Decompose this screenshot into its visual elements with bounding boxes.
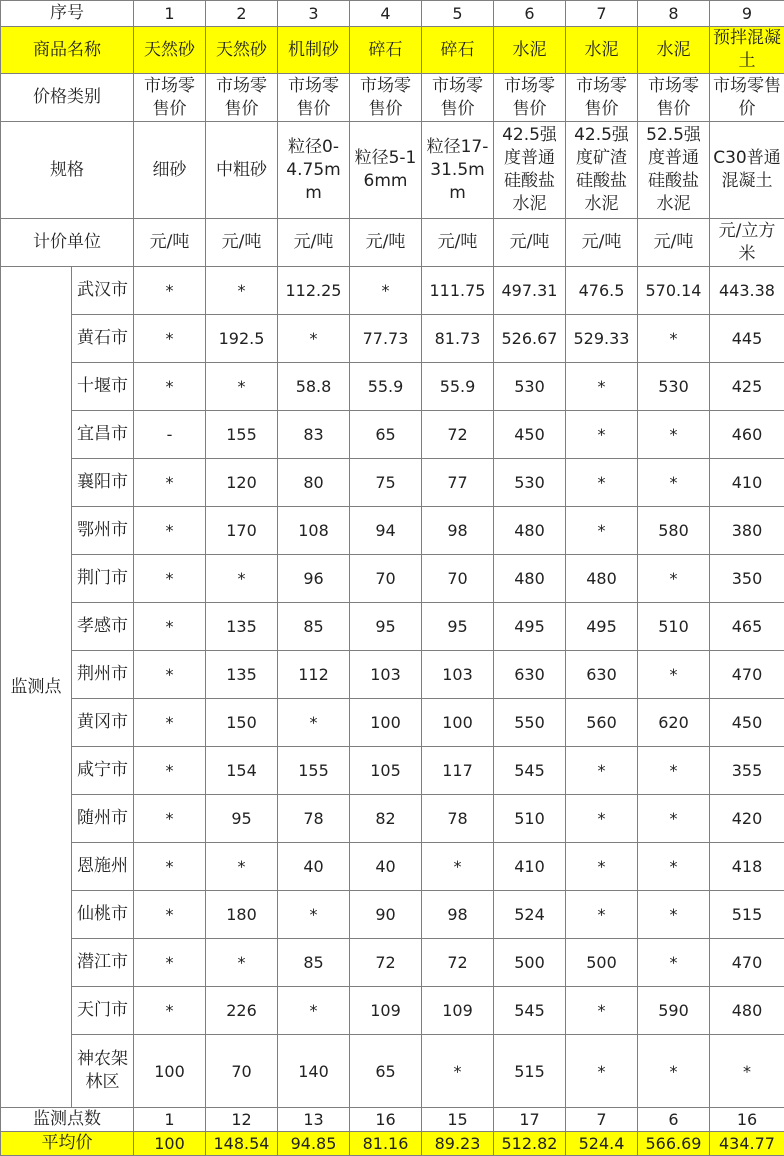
unit-row bbox=[1, 219, 784, 267]
seq-number-cell: 3 bbox=[278, 1, 350, 27]
price-cell: 476.5 bbox=[566, 267, 638, 315]
price-cell: 100 bbox=[350, 699, 422, 747]
price-cell: 545 bbox=[494, 747, 566, 795]
city-name-cell: 恩施州 bbox=[72, 843, 134, 891]
city-name-cell: 十堰市 bbox=[72, 363, 134, 411]
spec-row bbox=[1, 122, 784, 219]
average-cell: 148.54 bbox=[206, 1132, 278, 1156]
price-cell: 65 bbox=[350, 411, 422, 459]
table-row bbox=[1, 267, 784, 315]
price-cell: * bbox=[638, 747, 710, 795]
price-cell: * bbox=[638, 315, 710, 363]
table-row bbox=[1, 795, 784, 843]
price-cell: * bbox=[638, 1035, 710, 1108]
price-cell: 500 bbox=[494, 939, 566, 987]
price-cell: * bbox=[638, 939, 710, 987]
price-cell: 135 bbox=[206, 603, 278, 651]
seq-number-cell: 7 bbox=[566, 1, 638, 27]
price-cell: * bbox=[350, 267, 422, 315]
table-row bbox=[1, 987, 784, 1035]
price-cell: 170 bbox=[206, 507, 278, 555]
price-cell: 103 bbox=[422, 651, 494, 699]
price-cell: 570.14 bbox=[638, 267, 710, 315]
price-cell: 83 bbox=[278, 411, 350, 459]
average-cell: 81.16 bbox=[350, 1132, 422, 1156]
price-cell: 98 bbox=[422, 507, 494, 555]
price-type-cell: 市场零售价 bbox=[278, 74, 350, 122]
price-cell: * bbox=[206, 267, 278, 315]
price-cell: 108 bbox=[278, 507, 350, 555]
price-cell: 58.8 bbox=[278, 363, 350, 411]
count-cell: 16 bbox=[350, 1108, 422, 1132]
price-cell: 410 bbox=[494, 843, 566, 891]
price-cell: 530 bbox=[494, 363, 566, 411]
seq-row bbox=[1, 1, 784, 27]
product-name-cell: 天然砂 bbox=[206, 27, 278, 74]
price-cell: 410 bbox=[710, 459, 784, 507]
price-cell: 630 bbox=[566, 651, 638, 699]
city-name-cell: 黄冈市 bbox=[72, 699, 134, 747]
average-cell: 512.82 bbox=[494, 1132, 566, 1156]
seq-number-cell: 8 bbox=[638, 1, 710, 27]
count-cell: 17 bbox=[494, 1108, 566, 1132]
price-cell: 112 bbox=[278, 651, 350, 699]
price-cell: * bbox=[278, 987, 350, 1035]
count-cell: 12 bbox=[206, 1108, 278, 1132]
price-cell: 77.73 bbox=[350, 315, 422, 363]
product-name-cell: 预拌混凝土 bbox=[710, 27, 784, 74]
city-name-cell: 荆门市 bbox=[72, 555, 134, 603]
table-row bbox=[1, 555, 784, 603]
average-cell: 94.85 bbox=[278, 1132, 350, 1156]
name-row bbox=[1, 27, 784, 74]
price-cell: 55.9 bbox=[350, 363, 422, 411]
count-cell: 16 bbox=[710, 1108, 784, 1132]
city-name-cell: 咸宁市 bbox=[72, 747, 134, 795]
price-cell: 78 bbox=[422, 795, 494, 843]
price-cell: 78 bbox=[278, 795, 350, 843]
city-name-cell: 黄石市 bbox=[72, 315, 134, 363]
price-cell: * bbox=[278, 315, 350, 363]
price-cell: * bbox=[134, 651, 206, 699]
price-cell: * bbox=[134, 747, 206, 795]
price-cell: * bbox=[566, 843, 638, 891]
price-cell: 450 bbox=[494, 411, 566, 459]
seq-number-cell: 5 bbox=[422, 1, 494, 27]
table-row bbox=[1, 843, 784, 891]
price-cell: * bbox=[422, 843, 494, 891]
price-cell: * bbox=[134, 363, 206, 411]
count-row-label: 监测点数 bbox=[1, 1108, 134, 1132]
price-cell: * bbox=[638, 843, 710, 891]
price-cell: 72 bbox=[350, 939, 422, 987]
name-label: 商品名称 bbox=[1, 27, 134, 74]
price-cell: 100 bbox=[422, 699, 494, 747]
table-row bbox=[1, 1035, 784, 1108]
average-row bbox=[1, 1132, 784, 1156]
table-row bbox=[1, 699, 784, 747]
price-cell: 80 bbox=[278, 459, 350, 507]
price-cell: 120 bbox=[206, 459, 278, 507]
monitor-label: 监测点 bbox=[1, 267, 72, 1108]
price-cell: 530 bbox=[638, 363, 710, 411]
price-cell: 226 bbox=[206, 987, 278, 1035]
price-cell: 111.75 bbox=[422, 267, 494, 315]
price-cell: 470 bbox=[710, 939, 784, 987]
price-cell: 470 bbox=[710, 651, 784, 699]
price-cell: 380 bbox=[710, 507, 784, 555]
price-cell: 495 bbox=[566, 603, 638, 651]
price-cell: 112.25 bbox=[278, 267, 350, 315]
price-cell: 95 bbox=[422, 603, 494, 651]
price-cell: * bbox=[638, 795, 710, 843]
price-cell: * bbox=[566, 987, 638, 1035]
price-cell: 450 bbox=[710, 699, 784, 747]
price-cell: * bbox=[134, 603, 206, 651]
price-cell: * bbox=[134, 459, 206, 507]
price-cell: 81.73 bbox=[422, 315, 494, 363]
price-cell: * bbox=[710, 1035, 784, 1108]
count-cell: 6 bbox=[638, 1108, 710, 1132]
city-name-cell: 襄阳市 bbox=[72, 459, 134, 507]
price-cell: 515 bbox=[710, 891, 784, 939]
price-cell: * bbox=[206, 555, 278, 603]
city-name-cell: 神农架林区 bbox=[72, 1035, 134, 1108]
price-cell: 40 bbox=[278, 843, 350, 891]
price-cell: * bbox=[134, 699, 206, 747]
table-row bbox=[1, 315, 784, 363]
average-cell: 566.69 bbox=[638, 1132, 710, 1156]
price-cell: * bbox=[134, 939, 206, 987]
average-cell: 524.4 bbox=[566, 1132, 638, 1156]
price-cell: 100 bbox=[134, 1035, 206, 1108]
price-cell: 95 bbox=[350, 603, 422, 651]
price-cell: * bbox=[206, 363, 278, 411]
price-cell: * bbox=[566, 747, 638, 795]
price-cell: 154 bbox=[206, 747, 278, 795]
product-name-cell: 碎石 bbox=[350, 27, 422, 74]
price-cell: * bbox=[566, 363, 638, 411]
price-cell: 480 bbox=[566, 555, 638, 603]
price-type-cell: 市场零售价 bbox=[134, 74, 206, 122]
price-cell: 350 bbox=[710, 555, 784, 603]
table-row bbox=[1, 363, 784, 411]
average-cell: 89.23 bbox=[422, 1132, 494, 1156]
city-name-cell: 随州市 bbox=[72, 795, 134, 843]
price-cell: 443.38 bbox=[710, 267, 784, 315]
price-cell: * bbox=[566, 891, 638, 939]
product-name-cell: 机制砂 bbox=[278, 27, 350, 74]
city-name-cell: 潜江市 bbox=[72, 939, 134, 987]
count-cell: 15 bbox=[422, 1108, 494, 1132]
seq-label: 序号 bbox=[1, 1, 134, 27]
price-type-cell: 市场零售价 bbox=[638, 74, 710, 122]
price-cell: 497.31 bbox=[494, 267, 566, 315]
spec-cell: 粒径5-16mm bbox=[350, 122, 422, 219]
price-cell: 55.9 bbox=[422, 363, 494, 411]
table-row bbox=[1, 507, 784, 555]
price-cell: 480 bbox=[494, 507, 566, 555]
price-cell: 192.5 bbox=[206, 315, 278, 363]
price-cell: 530 bbox=[494, 459, 566, 507]
price-cell: - bbox=[134, 411, 206, 459]
product-name-cell: 水泥 bbox=[566, 27, 638, 74]
spec-cell: 42.5强度普通硅酸盐水泥 bbox=[494, 122, 566, 219]
price-cell: 140 bbox=[278, 1035, 350, 1108]
price-cell: * bbox=[134, 891, 206, 939]
table-row bbox=[1, 939, 784, 987]
price-cell: 72 bbox=[422, 939, 494, 987]
price-cell: 40 bbox=[350, 843, 422, 891]
price-cell: 109 bbox=[422, 987, 494, 1035]
price-cell: * bbox=[134, 315, 206, 363]
price-cell: * bbox=[566, 411, 638, 459]
city-name-cell: 宜昌市 bbox=[72, 411, 134, 459]
price-cell: * bbox=[422, 1035, 494, 1108]
price-cell: 590 bbox=[638, 987, 710, 1035]
price-cell: 465 bbox=[710, 603, 784, 651]
type-row bbox=[1, 74, 784, 122]
price-cell: 480 bbox=[494, 555, 566, 603]
spec-cell: C30普通混凝土 bbox=[710, 122, 784, 219]
price-cell: * bbox=[134, 267, 206, 315]
seq-number-cell: 4 bbox=[350, 1, 422, 27]
price-cell: * bbox=[206, 939, 278, 987]
product-name-cell: 水泥 bbox=[494, 27, 566, 74]
price-cell: * bbox=[566, 459, 638, 507]
spec-cell: 52.5强度普通硅酸盐水泥 bbox=[638, 122, 710, 219]
price-type-cell: 市场零售价 bbox=[206, 74, 278, 122]
count-cell: 7 bbox=[566, 1108, 638, 1132]
count-cell: 1 bbox=[134, 1108, 206, 1132]
price-cell: 98 bbox=[422, 891, 494, 939]
price-cell: 96 bbox=[278, 555, 350, 603]
price-cell: 495 bbox=[494, 603, 566, 651]
price-cell: * bbox=[134, 987, 206, 1035]
table-row bbox=[1, 891, 784, 939]
price-cell: 510 bbox=[638, 603, 710, 651]
spec-cell: 粒径17-31.5mm bbox=[422, 122, 494, 219]
price-cell: 630 bbox=[494, 651, 566, 699]
price-cell: 460 bbox=[710, 411, 784, 459]
price-cell: 150 bbox=[206, 699, 278, 747]
price-type-cell: 市场零售价 bbox=[350, 74, 422, 122]
price-cell: 70 bbox=[422, 555, 494, 603]
price-cell: 526.67 bbox=[494, 315, 566, 363]
average-cell: 100 bbox=[134, 1132, 206, 1156]
price-cell: * bbox=[638, 555, 710, 603]
price-type-cell: 市场零售价 bbox=[710, 74, 784, 122]
price-cell: * bbox=[278, 891, 350, 939]
price-cell: * bbox=[566, 507, 638, 555]
unit-cell: 元/吨 bbox=[134, 219, 206, 267]
price-cell: 580 bbox=[638, 507, 710, 555]
product-name-cell: 天然砂 bbox=[134, 27, 206, 74]
product-name-cell: 碎石 bbox=[422, 27, 494, 74]
price-cell: * bbox=[134, 555, 206, 603]
price-cell: 355 bbox=[710, 747, 784, 795]
price-cell: 510 bbox=[494, 795, 566, 843]
price-cell: 529.33 bbox=[566, 315, 638, 363]
city-name-cell: 荆州市 bbox=[72, 651, 134, 699]
price-cell: 85 bbox=[278, 939, 350, 987]
price-cell: 103 bbox=[350, 651, 422, 699]
seq-number-cell: 6 bbox=[494, 1, 566, 27]
price-cell: 418 bbox=[710, 843, 784, 891]
city-name-cell: 武汉市 bbox=[72, 267, 134, 315]
table-row bbox=[1, 459, 784, 507]
price-cell: * bbox=[134, 507, 206, 555]
price-cell: * bbox=[566, 795, 638, 843]
price-cell: 75 bbox=[350, 459, 422, 507]
price-cell: 500 bbox=[566, 939, 638, 987]
price-cell: 95 bbox=[206, 795, 278, 843]
price-cell: 82 bbox=[350, 795, 422, 843]
price-cell: * bbox=[638, 651, 710, 699]
seq-number-cell: 1 bbox=[134, 1, 206, 27]
price-cell: * bbox=[638, 411, 710, 459]
spec-label: 规格 bbox=[1, 122, 134, 219]
price-cell: 550 bbox=[494, 699, 566, 747]
price-cell: 425 bbox=[710, 363, 784, 411]
price-cell: 72 bbox=[422, 411, 494, 459]
price-cell: 420 bbox=[710, 795, 784, 843]
price-cell: * bbox=[638, 891, 710, 939]
price-cell: 85 bbox=[278, 603, 350, 651]
price-cell: 480 bbox=[710, 987, 784, 1035]
type-label: 价格类别 bbox=[1, 74, 134, 122]
average-cell: 434.77 bbox=[710, 1132, 784, 1156]
price-cell: 109 bbox=[350, 987, 422, 1035]
unit-label: 计价单位 bbox=[1, 219, 134, 267]
price-cell: 620 bbox=[638, 699, 710, 747]
price-cell: * bbox=[134, 795, 206, 843]
unit-cell: 元/吨 bbox=[566, 219, 638, 267]
price-cell: 117 bbox=[422, 747, 494, 795]
city-name-cell: 天门市 bbox=[72, 987, 134, 1035]
price-cell: 515 bbox=[494, 1035, 566, 1108]
product-name-cell: 水泥 bbox=[638, 27, 710, 74]
price-type-cell: 市场零售价 bbox=[422, 74, 494, 122]
price-cell: 524 bbox=[494, 891, 566, 939]
price-cell: * bbox=[566, 1035, 638, 1108]
price-cell: 560 bbox=[566, 699, 638, 747]
price-cell: 135 bbox=[206, 651, 278, 699]
seq-number-cell: 2 bbox=[206, 1, 278, 27]
price-type-cell: 市场零售价 bbox=[494, 74, 566, 122]
count-row bbox=[1, 1108, 784, 1132]
unit-cell: 元/吨 bbox=[278, 219, 350, 267]
average-row-label: 平均价 bbox=[1, 1132, 134, 1156]
spec-cell: 粒径0-4.75mm bbox=[278, 122, 350, 219]
spec-cell: 细砂 bbox=[134, 122, 206, 219]
price-cell: * bbox=[134, 843, 206, 891]
table-row bbox=[1, 747, 784, 795]
count-cell: 13 bbox=[278, 1108, 350, 1132]
price-cell: 94 bbox=[350, 507, 422, 555]
price-cell: * bbox=[638, 459, 710, 507]
price-cell: 65 bbox=[350, 1035, 422, 1108]
price-cell: 70 bbox=[206, 1035, 278, 1108]
seq-number-cell: 9 bbox=[710, 1, 784, 27]
price-cell: 180 bbox=[206, 891, 278, 939]
price-cell: 70 bbox=[350, 555, 422, 603]
price-cell: 155 bbox=[278, 747, 350, 795]
price-cell: 545 bbox=[494, 987, 566, 1035]
unit-cell: 元/吨 bbox=[422, 219, 494, 267]
price-cell: 445 bbox=[710, 315, 784, 363]
price-cell: * bbox=[206, 843, 278, 891]
table-row bbox=[1, 603, 784, 651]
price-cell: 77 bbox=[422, 459, 494, 507]
unit-cell: 元/吨 bbox=[638, 219, 710, 267]
city-name-cell: 鄂州市 bbox=[72, 507, 134, 555]
price-cell: 155 bbox=[206, 411, 278, 459]
table-row bbox=[1, 651, 784, 699]
unit-cell: 元/吨 bbox=[494, 219, 566, 267]
city-name-cell: 仙桃市 bbox=[72, 891, 134, 939]
price-cell: 105 bbox=[350, 747, 422, 795]
unit-cell: 元/立方米 bbox=[710, 219, 784, 267]
unit-cell: 元/吨 bbox=[350, 219, 422, 267]
price-cell: * bbox=[278, 699, 350, 747]
spec-cell: 中粗砂 bbox=[206, 122, 278, 219]
price-type-cell: 市场零售价 bbox=[566, 74, 638, 122]
price-cell: 90 bbox=[350, 891, 422, 939]
spec-cell: 42.5强度矿渣硅酸盐水泥 bbox=[566, 122, 638, 219]
city-name-cell: 孝感市 bbox=[72, 603, 134, 651]
table-row bbox=[1, 411, 784, 459]
unit-cell: 元/吨 bbox=[206, 219, 278, 267]
